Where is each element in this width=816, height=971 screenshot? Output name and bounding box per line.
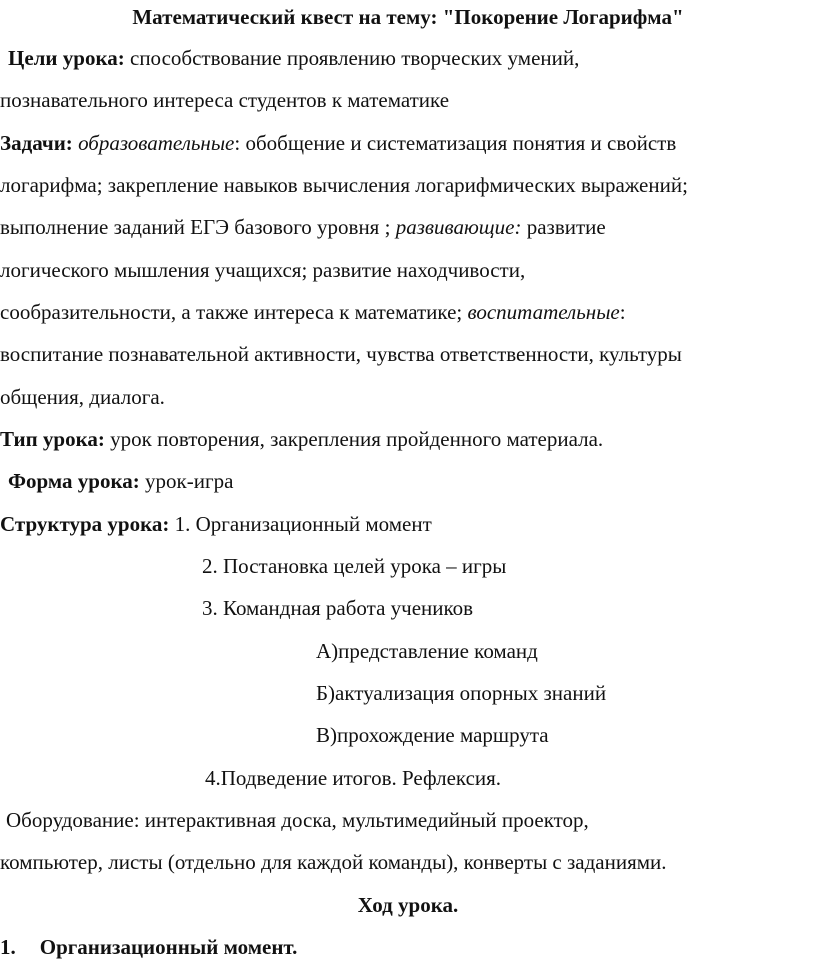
section-1-heading [0, 935, 297, 959]
equipment-line-2: компьютер, листы (отдельно для каждой команды), конверты с заданиями. [0, 850, 667, 874]
goals-text: способствование проявлению творческих умений, [124, 46, 580, 70]
lesson-form-text: урок-игра [139, 469, 234, 493]
structure-item: 1. Организационный момент [169, 512, 432, 536]
tasks-text: логарифма; закрепление навыков вычисления логарифмических выражений; [0, 173, 688, 197]
lesson-progress-heading-text: Ход урока. [357, 893, 459, 917]
structure-subitem: Б)актуализация опорных знаний [316, 681, 607, 705]
structure-subitem: В)прохождение маршрута [316, 723, 549, 747]
structure-subitem: А)представление команд [316, 639, 538, 663]
upbringing-label: воспитательные [467, 300, 620, 324]
goals-text-continued: познавательного интереса студентов к математике [0, 88, 450, 112]
tasks-line-1 [0, 131, 676, 155]
lesson-form-line [8, 469, 233, 493]
tasks-label: Задачи: [0, 131, 73, 155]
goals-line-2 [0, 88, 449, 112]
goals-line-1 [8, 46, 579, 70]
section-title: Организационный момент. [39, 935, 298, 959]
tasks-text: общения, диалога. [0, 385, 165, 409]
structure-item: 2. Постановка целей урока – игры [202, 554, 507, 578]
document-title [0, 5, 816, 29]
lesson-progress-heading [0, 893, 816, 917]
tasks-text: выполнение заданий ЕГЭ базового уровня ; [0, 215, 396, 239]
tasks-line-5 [0, 300, 626, 324]
tasks-line-6 [0, 342, 682, 366]
tasks-text: сообразительности, а также интереса к математике; [0, 300, 468, 324]
educational-text: : обобщение и систематизация понятия и свойств [234, 131, 677, 155]
structure-line-1 [0, 512, 432, 536]
tasks-text: развитие [521, 215, 606, 239]
educational-label: образовательные [78, 131, 235, 155]
structure-item: 4.Подведение итогов. Рефлексия. [205, 766, 502, 790]
lesson-type-text: урок повторения, закрепления пройденного материала. [104, 427, 604, 451]
tasks-text: воспитание познавательной активности, чувства ответственности, культуры [0, 342, 682, 366]
structure-label: Структура урока: [0, 512, 170, 536]
goals-label: Цели урока: [8, 46, 125, 70]
developing-label: развивающие: [395, 215, 522, 239]
section-number: 1. [0, 935, 16, 959]
tasks-line-2 [0, 173, 688, 197]
lesson-type-line [0, 427, 603, 451]
tasks-text: : [619, 300, 626, 324]
tasks-line-3 [0, 215, 606, 239]
tasks-line-7 [0, 385, 165, 409]
tasks-text: логического мышления учащихся; развитие находчивости, [0, 258, 526, 282]
structure-item: 3. Командная работа учеников [202, 596, 474, 620]
title-text: Математический квест на тему: "Покорение Логарифма" [132, 5, 684, 29]
lesson-form-label: Форма урока: [8, 469, 140, 493]
equipment-line-1: Оборудование: интерактивная доска, мультимедийный проектор, [6, 808, 589, 832]
tasks-line-4 [0, 258, 525, 282]
lesson-type-label: Тип урока: [0, 427, 105, 451]
